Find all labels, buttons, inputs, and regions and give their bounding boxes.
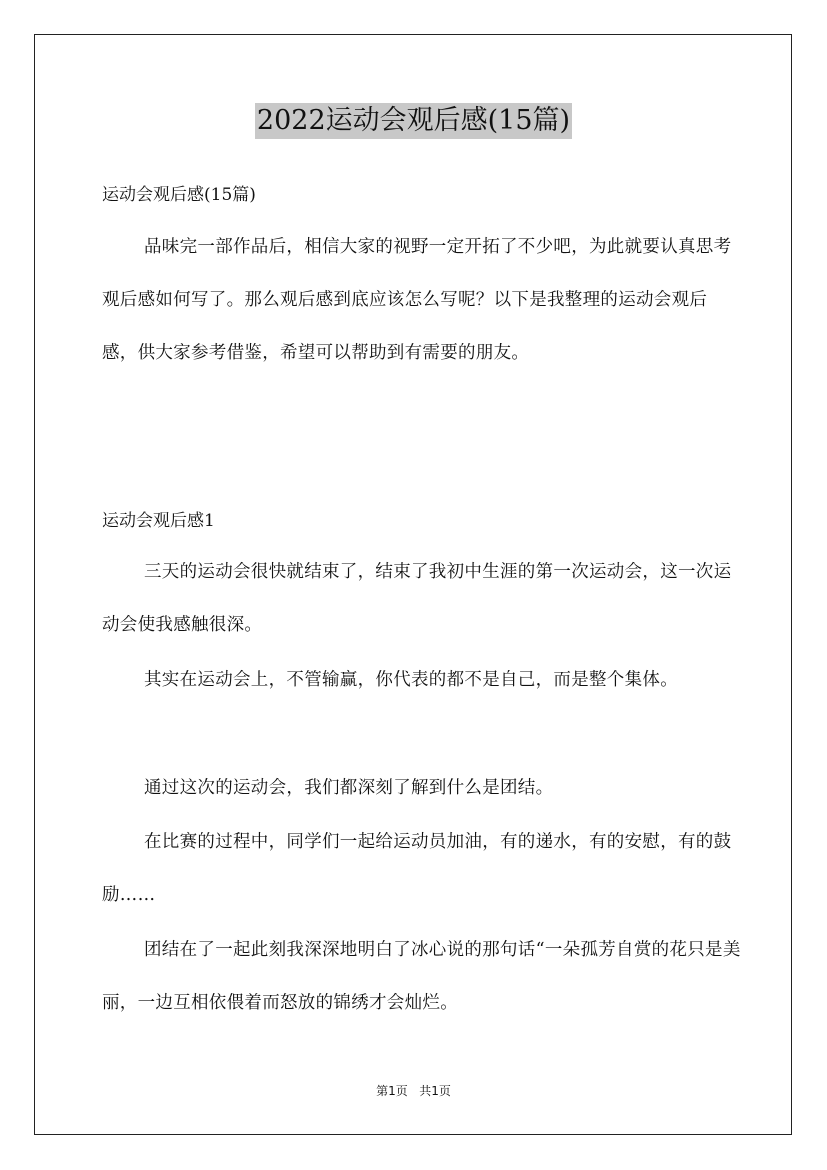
page-total: 共1页 [419, 1084, 451, 1098]
body-paragraph-2: 其实在运动会上，不管输赢，你代表的都不是自己，而是整个集体。 [144, 670, 678, 690]
document-title: 2022运动会观后感(15篇) [255, 103, 572, 139]
intro-paragraph: 品味完一部作品后，相信大家的视野一定开拓了不少吧，为此就要认真思考观后感如何写了。那么观后感到底应该怎么写呢？以下是我整理的运动会观后感，供大家参考借鉴，希望可以帮助到有需要的朋友。 [102, 237, 732, 363]
title-wrap [0, 103, 827, 139]
body-paragraph-1: 三天的运动会很快就结束了，结束了我初中生涯的第一次运动会，这一次运动会使我感触很深。 [102, 562, 732, 635]
document-subtitle: 运动会观后感(15篇) [102, 185, 256, 205]
section-heading: 运动会观后感1 [102, 511, 215, 531]
body-paragraph-3: 通过这次的运动会，我们都深刻了解到什么是团结。 [144, 778, 554, 798]
page-number: 第1页 [376, 1084, 408, 1098]
page-footer [0, 1083, 827, 1099]
body-paragraph-4: 在比赛的过程中，同学们一起给运动员加油，有的递水，有的安慰，有的鼓励…… [102, 832, 732, 905]
body-paragraph-5: 团结在了一起此刻我深深地明白了冰心说的那句话“一朵孤芳自赏的花只是美丽，一边互相依偎着而怒放的锦绣才会灿烂。 [102, 940, 741, 1013]
